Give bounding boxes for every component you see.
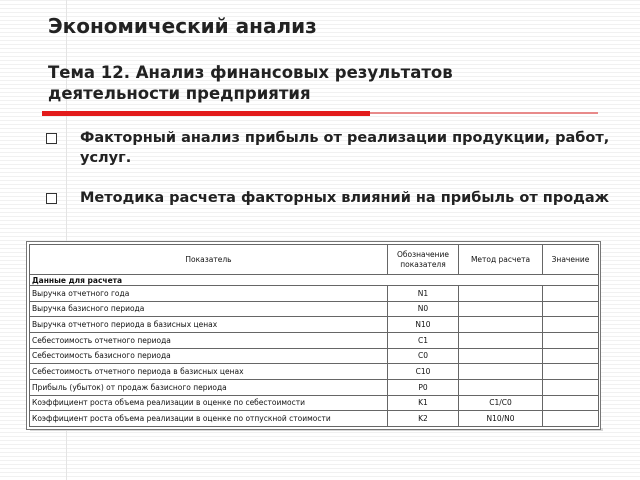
cell-symbol: K1 xyxy=(388,395,459,411)
cell-value xyxy=(543,286,599,302)
cell-symbol: K2 xyxy=(388,411,459,427)
bullet-text: Факторный анализ прибыль от реализации продукции, работ, услуг. xyxy=(80,130,610,166)
cell-method xyxy=(459,348,543,364)
data-table xyxy=(29,244,599,427)
cell-symbol: C10 xyxy=(388,364,459,380)
cell-symbol: N10 xyxy=(388,317,459,333)
cell-value xyxy=(543,301,599,317)
table-row xyxy=(30,301,599,317)
cell-symbol: N0 xyxy=(388,301,459,317)
table-row xyxy=(30,317,599,333)
table-header-row xyxy=(30,245,599,275)
cell-method: N10/N0 xyxy=(459,411,543,427)
table-section-row xyxy=(30,275,599,286)
bullet-item xyxy=(46,188,621,208)
title-underline-line xyxy=(370,112,598,114)
cell-indicator: Выручка отчетного периода в базисных ценах xyxy=(30,317,388,333)
cell-method xyxy=(459,317,543,333)
title-underline-bar xyxy=(42,111,370,116)
cell-indicator: Прибыль (убыток) от продаж базисного периода xyxy=(30,379,388,395)
cell-method xyxy=(459,379,543,395)
cell-method xyxy=(459,364,543,380)
cell-method xyxy=(459,301,543,317)
header-cell: Показатель xyxy=(30,245,388,275)
cell-symbol: C0 xyxy=(388,348,459,364)
cell-indicator: Выручка отчетного года xyxy=(30,286,388,302)
cell-value xyxy=(543,364,599,380)
slide-header: Экономический анализ xyxy=(48,14,317,38)
cell-symbol: C1 xyxy=(388,332,459,348)
table-row xyxy=(30,395,599,411)
data-table-frame xyxy=(26,241,601,430)
table-row xyxy=(30,332,599,348)
cell-indicator: Коэффициент роста объема реализации в оценке по себестоимости xyxy=(30,395,388,411)
cell-value xyxy=(543,317,599,333)
cell-indicator: Себестоимость отчетного периода в базисных ценах xyxy=(30,364,388,380)
cell-value xyxy=(543,379,599,395)
cell-method xyxy=(459,332,543,348)
cell-indicator: Коэффициент роста объема реализации в оценке по отпускной стоимости xyxy=(30,411,388,427)
cell-value xyxy=(543,332,599,348)
slide-title: Тема 12. Анализ финансовых результатов деятельности предприятия xyxy=(48,63,453,103)
table-row xyxy=(30,286,599,302)
header-cell: Метод расчета xyxy=(459,245,543,275)
square-bullet-icon xyxy=(46,193,57,204)
cell-value xyxy=(543,348,599,364)
cell-symbol: N1 xyxy=(388,286,459,302)
header-cell: Обозначение показателя xyxy=(388,245,459,275)
square-bullet-icon xyxy=(46,133,57,144)
cell-value xyxy=(543,411,599,427)
header-cell: Значение xyxy=(543,245,599,275)
cell-indicator: Себестоимость отчетного периода xyxy=(30,332,388,348)
cell-indicator: Себестоимость базисного периода xyxy=(30,348,388,364)
cell-indicator: Выручка базисного периода xyxy=(30,301,388,317)
cell-value xyxy=(543,395,599,411)
table-row xyxy=(30,411,599,427)
cell-symbol: P0 xyxy=(388,379,459,395)
table-row xyxy=(30,348,599,364)
table-row xyxy=(30,364,599,380)
bullet-item xyxy=(46,128,621,168)
table-row xyxy=(30,379,599,395)
bullet-text: Методика расчета факторных влияний на прибыль от продаж xyxy=(80,190,610,206)
bullet-list xyxy=(46,128,621,208)
section-title: Данные для расчета xyxy=(30,275,599,286)
cell-method: C1/C0 xyxy=(459,395,543,411)
cell-method xyxy=(459,286,543,302)
